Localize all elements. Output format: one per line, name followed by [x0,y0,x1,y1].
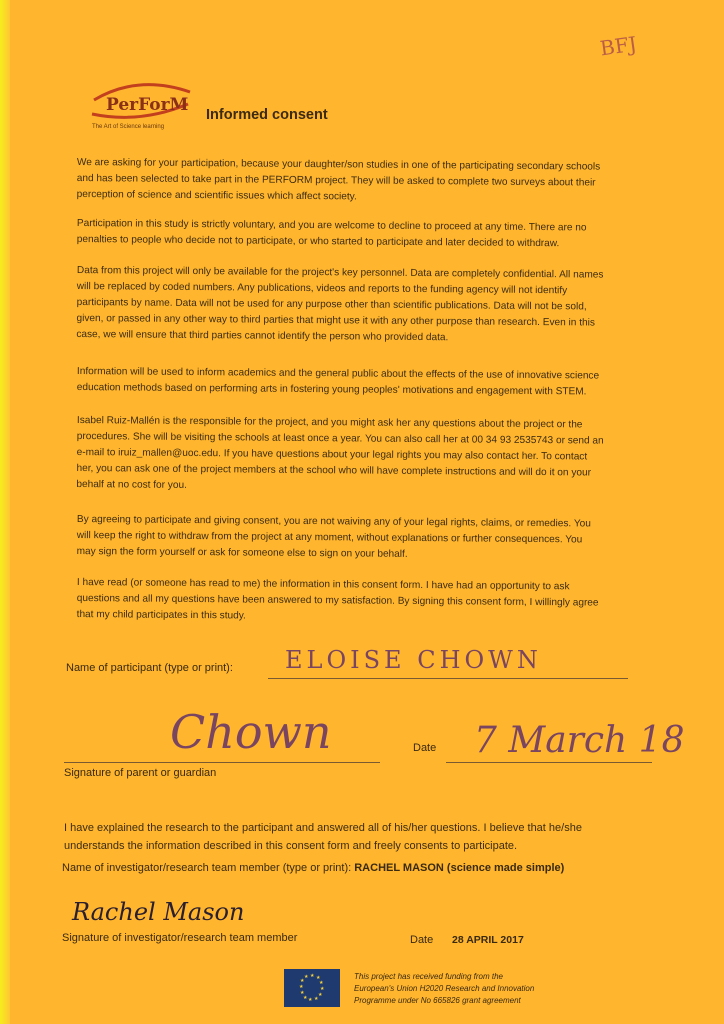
participant-name-label: Name of participant (type or print): [66,662,233,674]
svg-text:★: ★ [316,975,321,981]
investigator-name-label: Name of investigator/research team member (type or print): [62,862,352,874]
paragraph-acknowledgement: I have read (or someone has read to me) the information in this consent form. I have had an opportunity to ask questions and all my questions have been answered to my satisfaction. By signing this consent form, I willingly agree that my child participates in this study. [76,576,599,622]
funding-statement: This project has received funding from the European's Union H2020 Research and Innovation Programme under No 665826 grant agreement [354,972,535,1005]
svg-text:★: ★ [303,995,308,1001]
document-title: Informed consent [206,107,328,123]
participant-date-handwritten: 7 March 18 [474,720,685,761]
svg-text:★: ★ [300,990,305,996]
svg-text:★: ★ [319,980,324,986]
investigator-date-value: 28 APRIL 2017 [452,934,524,946]
svg-text:★: ★ [299,984,304,990]
eu-flag-icon [284,969,340,1007]
paragraph-data-confidentiality: Data from this project will only be available for the project's key personnel. Data are completely confidential. All names will be replaced by coded numbers. Any publications, videos and reports to the funding agency will not identify participants by name. Data will not be used for any purpose other than scientific publications. Data will not be sold, given, or passed in any other way to third parties that might use it with any other purpose than research. Even in this case, we will ensure that third parties cannot identify the person who provided data. [76,264,604,344]
investigator-name-row [62,862,564,874]
parent-signature: Chown [170,705,332,759]
paragraph-participation-request: We are asking for your participation, because your daughter/son studies in one of the participating secondary schools and has been selected to take part in the PERFORM project. They will be asked to complete two surveys about their perception of science and scientific issues which affect society. [76,156,601,203]
participant-date-line [446,762,652,763]
investigator-name-value: RACHEL MASON (science made simple) [354,862,565,874]
paragraph-contact: Isabel Ruiz-Mallén is the responsible for the project, and you might ask her any questions about the project or the procedures. She will be visiting the schools at least once a year. You can also call her at 00 34 93 2535743 or send an e-mail to iruiz_mallen@uoc.edu. If you have questions about your legal rights you may also contact her. To contact her, you can ask one of the project members at the school who will have complete instructions and will do it on your behalf at no cost for you. [76,414,604,491]
svg-text:★: ★ [308,997,313,1003]
svg-text:★: ★ [318,992,323,998]
investigator-signature: Rachel Mason [72,898,245,926]
investigator-statement: I have explained the research to the participant and answered all of his/her questions. I believe that he/she understands the information described in this consent form and freely consents to participate. [64,822,582,852]
paragraph-voluntary: Participation in this study is strictly voluntary, and you are welcome to decline to proceed at any time. There are no penalties to people who decide not to participate, or who started to participate and later decided to withdraw. [76,217,587,250]
logo-tagline: The Art of Science learning [92,124,165,130]
svg-text:★: ★ [320,986,325,992]
perform-logo [88,80,198,124]
svg-text:★: ★ [314,996,319,1002]
handwritten-page-mark: BFJ [598,31,639,61]
paragraph-legal-rights: By agreeing to participate and giving consent, you are not waiving any of your legal rights, claims, or remedies. You will keep the right to withdraw from the project at any moment, without explanations or further consequences. You may sign the form yourself or ask for someone else to sign on your behalf. [76,513,591,560]
svg-text:★: ★ [310,973,315,979]
scan-edge [0,0,10,1024]
investigator-signature-label: Signature of investigator/research team member [62,932,298,944]
svg-text:★: ★ [304,974,309,980]
parent-signature-label: Signature of parent or guardian [64,767,217,779]
logo-text: PerForM [106,95,189,115]
paragraph-information-use: Information will be used to inform academics and the general public about the effects of the use of innovative science education methods based on performing arts in fostering young peoples' motivations and engagement with STEM. [76,365,600,398]
parent-signature-line [64,762,380,763]
participant-name-handwritten: ELOISE CHOWN [285,646,542,674]
participant-date-label: Date [413,742,437,754]
investigator-date-label: Date [410,934,434,946]
participant-name-line [268,678,628,679]
svg-text:★: ★ [300,978,305,984]
